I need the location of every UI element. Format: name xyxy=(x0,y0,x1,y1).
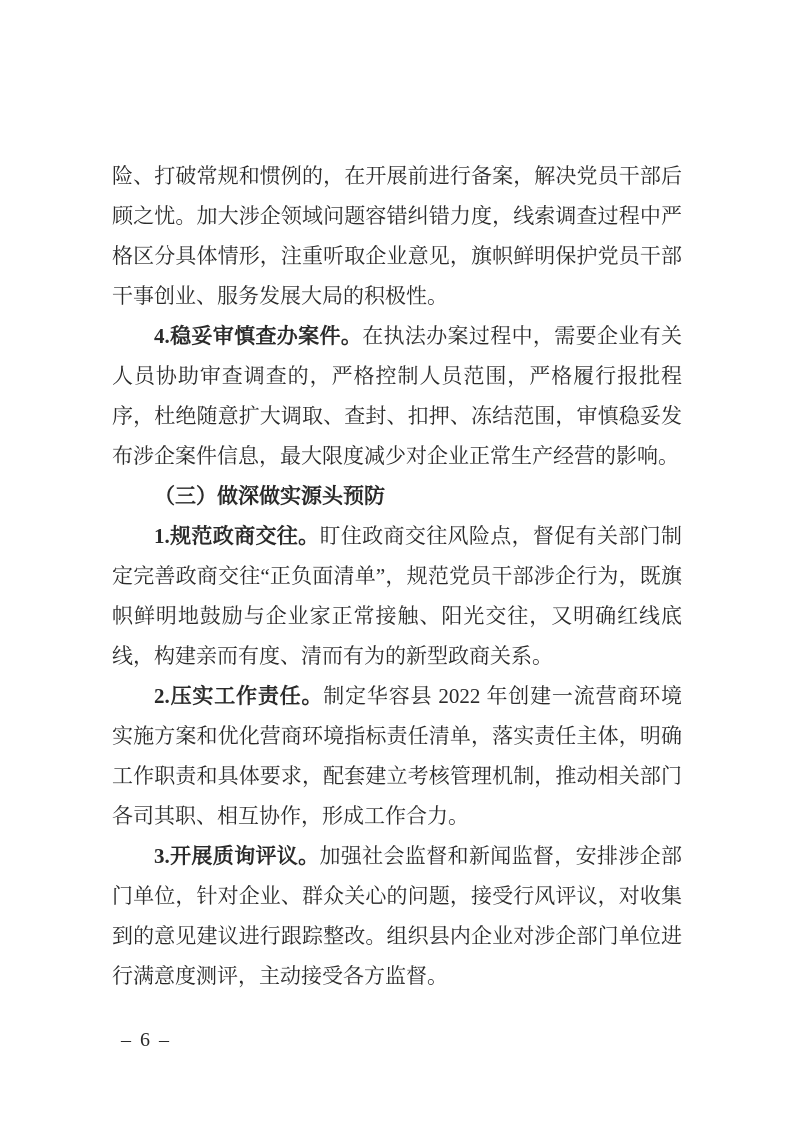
paragraph-lead: 1.规范政商交往。 xyxy=(154,524,320,548)
paragraph-continuation xyxy=(112,156,682,316)
paragraph-item-4 xyxy=(112,316,682,476)
paragraph-item-1 xyxy=(112,516,682,676)
paragraph-text: 制定华容县 2022 年创建一流营商环境实施方案和优化营商环境指标责任清单，落实责任主体，明确工作职责和具体要求，配套建立考核管理机制，推动相关部门各司其职、相互协作，形成工作合力。 xyxy=(112,684,683,828)
paragraph-text: 加强社会监督和新闻监督，安排涉企部门单位，针对企业、群众关心的问题，接受行风评议，对收集到的意见建议进行跟踪整改。组织县内企业对涉企部门单位进行满意度测评，主动接受各方监督。 xyxy=(112,844,682,988)
paragraph-lead: 3.开展质询评议。 xyxy=(154,844,320,868)
section-heading-text: （三）做深做实源头预防 xyxy=(154,484,385,508)
paragraph-item-2 xyxy=(112,676,682,836)
paragraph-text: 在执法办案过程中，需要企业有关人员协助审查调查的，严格控制人员范围，严格履行报批程序，杜绝随意扩大调取、查封、扣押、冻结范围，审慎稳妥发布涉企案件信息，最大限度减少对企业正常生产经营的影响。 xyxy=(112,324,682,468)
paragraph-text: 险、打破常规和惯例的，在开展前进行备案，解决党员干部后顾之忧。加大涉企领域问题容错纠错力度，线索调查过程中严格区分具体情形，注重听取企业意见，旗帜鲜明保护党员干部干事创业、服务发展大局的积极性。 xyxy=(112,164,682,308)
paragraph-item-3 xyxy=(112,836,682,996)
section-heading-3 xyxy=(112,476,682,516)
paragraph-lead: 2.压实工作责任。 xyxy=(154,684,324,708)
paragraph-lead: 4.稳妥审慎查办案件。 xyxy=(154,324,363,348)
paragraph-text: 盯住政商交往风险点，督促有关部门制定完善政商交往“正负面清单”，规范党员干部涉企行为，既旗帜鲜明地鼓励与企业家正常接触、阳光交往，又明确红线底线，构建亲而有度、清而有为的新型政商关系。 xyxy=(112,524,682,668)
document-body xyxy=(112,156,682,996)
page-number: – 6 – xyxy=(121,1029,171,1051)
